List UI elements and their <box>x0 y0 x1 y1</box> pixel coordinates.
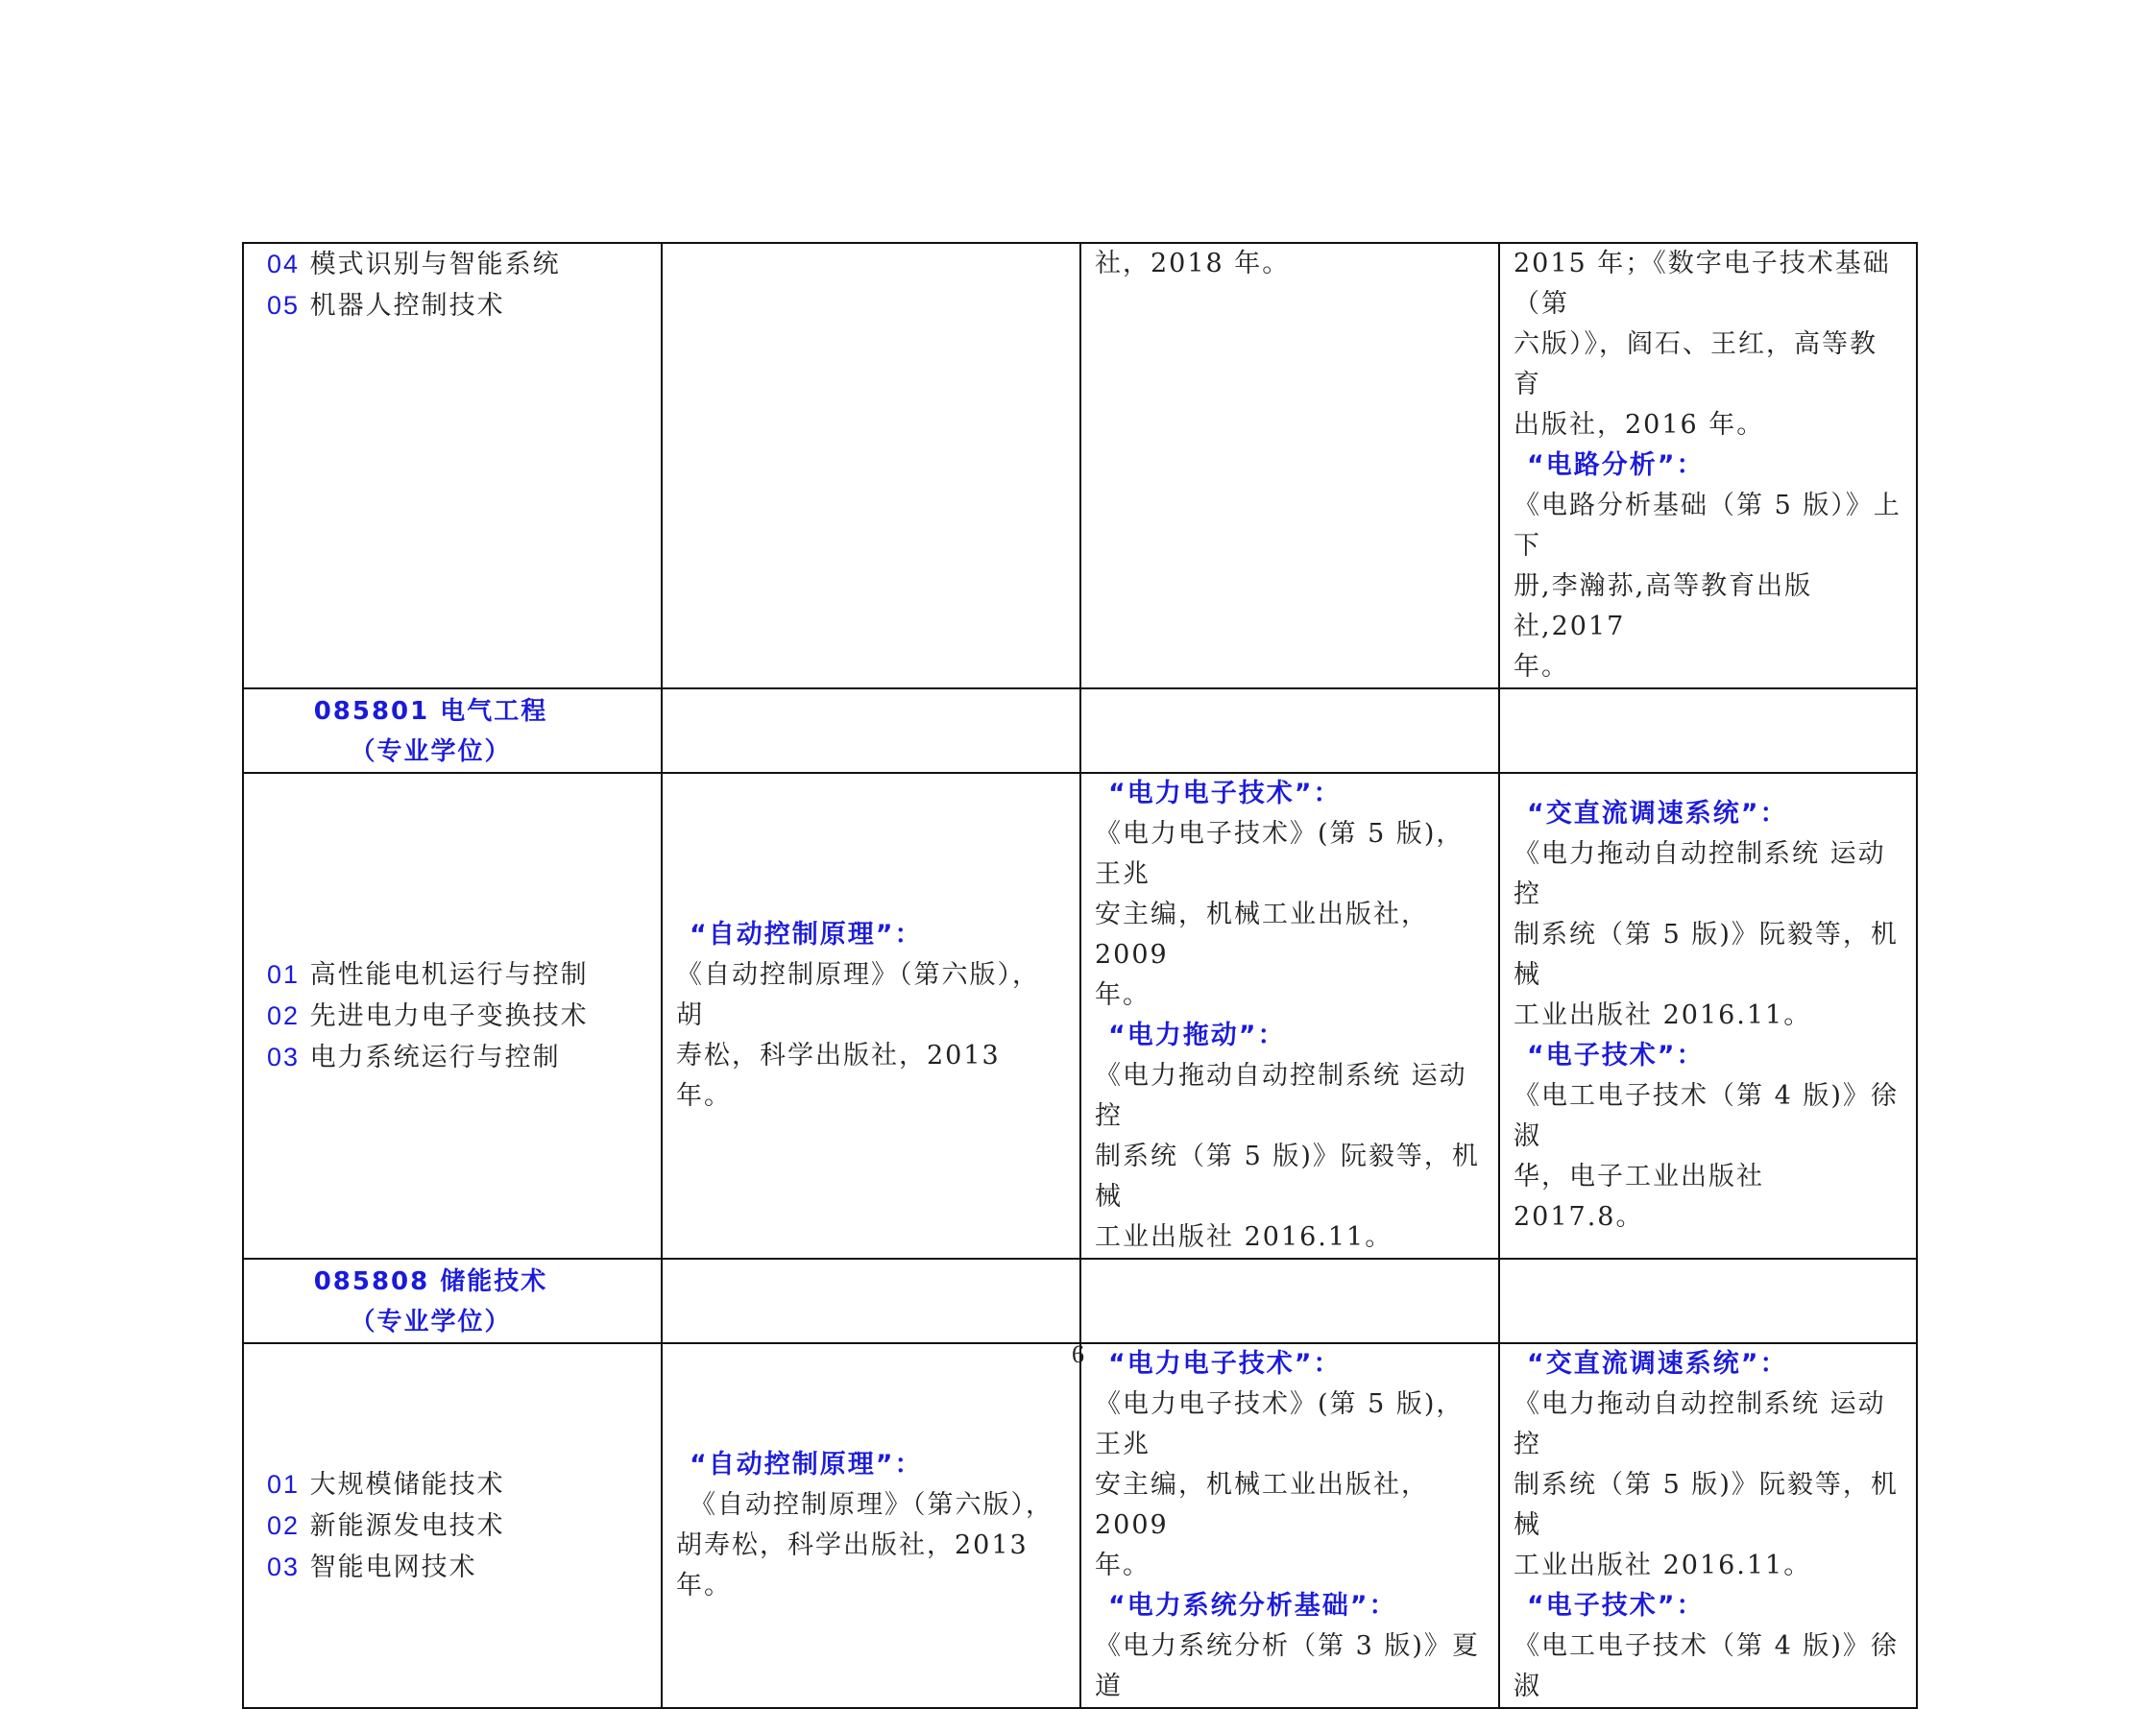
reference-books-cell <box>1080 773 1499 1259</box>
exam-subjects-cell <box>662 1343 1080 1708</box>
book-text: 年。 <box>1095 980 1151 1010</box>
book-text: 2015 年；《数字电子技术基础（第 <box>1514 249 1891 319</box>
table-row <box>243 1343 1917 1708</box>
subject-heading: “交直流调速系统”： <box>1527 799 1788 829</box>
direction-item: 03 智能电网技术 <box>267 1552 477 1582</box>
major-cell <box>243 688 662 773</box>
subject-heading: “电子技术”： <box>1527 1591 1705 1621</box>
book-text: 《电力电子技术》(第 5 版)，王兆 <box>1095 1389 1465 1459</box>
reference-books-cell <box>1499 773 1917 1259</box>
major-code-title: 085801 电气工程 <box>313 697 548 726</box>
book-text: 安主编，机械工业出版社，2009 <box>1095 900 1429 970</box>
book-text: 《电力电子技术》(第 5 版)，王兆 <box>1095 819 1465 889</box>
book-text: 工业出版社 2016.11。 <box>1514 1551 1812 1580</box>
book-text: 寿松，科学出版社，2013 年。 <box>676 1041 1001 1111</box>
reference-books-cell <box>1499 243 1917 688</box>
direction-item: 04 模式识别与智能系统 <box>267 250 561 279</box>
research-directions-cell <box>243 1343 662 1708</box>
direction-item: 02 新能源发电技术 <box>267 1510 505 1541</box>
subject-heading: “电路分析”： <box>1527 450 1705 480</box>
reference-books-cell <box>1080 1343 1499 1708</box>
research-directions-cell <box>243 773 662 1259</box>
book-text: 《电力拖动自动控制系统 运动控 <box>1514 839 1886 909</box>
book-text: 胡寿松，科学出版社，2013 年。 <box>676 1530 1029 1601</box>
book-text: 制系统（第 5 版)》阮毅等，机械 <box>1514 920 1899 990</box>
book-text: 安主编，机械工业出版社，2009 <box>1095 1470 1429 1540</box>
book-text: 工业出版社 2016.11。 <box>1095 1222 1393 1252</box>
book-text: 《电力系统分析（第 3 版)》夏道 <box>1095 1631 1480 1701</box>
book-text: 华，电子工业出版社 2017.8。 <box>1514 1162 1764 1232</box>
subject-heading: “电力电子技术”： <box>1108 779 1342 808</box>
direction-item: 03 电力系统运行与控制 <box>267 1042 561 1072</box>
book-text: 制系统（第 5 版)》阮毅等，机械 <box>1095 1142 1480 1212</box>
table-row <box>243 773 1917 1259</box>
subject-heading: “电子技术”： <box>1527 1041 1705 1071</box>
direction-item: 05 机器人控制技术 <box>267 291 505 321</box>
book-text: 年。 <box>1514 652 1569 682</box>
subject-heading: “电力电子技术”： <box>1108 1349 1342 1379</box>
book-text: 《电力拖动自动控制系统 运动控 <box>1095 1061 1467 1131</box>
subject-heading: “电力系统分析基础”： <box>1108 1591 1397 1621</box>
book-text: 《电力拖动自动控制系统 运动控 <box>1514 1389 1886 1459</box>
degree-type: （专业学位） <box>350 1308 512 1336</box>
book-text: 社，2018 年。 <box>1095 249 1291 278</box>
subject-heading: “自动控制原理”： <box>690 920 923 950</box>
table-row <box>243 243 1917 688</box>
book-text: 出版社，2016 年。 <box>1514 410 1765 440</box>
subject-heading: “交直流调速系统”： <box>1527 1349 1788 1379</box>
degree-type: （专业学位） <box>350 737 512 766</box>
book-text: 工业出版社 2016.11。 <box>1514 1000 1812 1030</box>
major-cell <box>243 1259 662 1343</box>
exam-subjects-cell <box>662 243 1080 688</box>
book-text: 册,李瀚荪,高等教育出版社,2017 <box>1514 571 1813 641</box>
table-row <box>243 688 1917 773</box>
book-text: 《自动控制原理》（第六版），胡 <box>676 960 1040 1030</box>
book-text: 《电工电子技术（第 4 版)》徐淑 <box>1514 1631 1899 1701</box>
exam-subjects-cell <box>662 773 1080 1259</box>
major-code-title: 085808 储能技术 <box>313 1267 548 1296</box>
book-text: 年。 <box>1095 1551 1151 1580</box>
page-number: 6 <box>1072 1340 1084 1368</box>
subject-heading: “自动控制原理”： <box>690 1450 923 1480</box>
direction-item: 01 大规模储能技术 <box>267 1469 505 1500</box>
book-text: 《电路分析基础（第 5 版）》上下 <box>1514 491 1902 561</box>
table-row <box>243 1259 1917 1343</box>
book-text: 《自动控制原理》（第六版）， <box>690 1490 1054 1520</box>
reference-books-cell <box>1080 243 1499 688</box>
book-text: 《电工电子技术（第 4 版)》徐淑 <box>1514 1081 1899 1151</box>
direction-item: 02 先进电力电子变换技术 <box>267 1000 589 1031</box>
research-directions-cell <box>243 243 662 688</box>
book-text: 制系统（第 5 版)》阮毅等，机械 <box>1514 1470 1899 1540</box>
book-text: 六版）》，阎石、王红，高等教育 <box>1514 329 1877 399</box>
reference-books-cell <box>1499 1343 1917 1708</box>
subject-heading: “电力拖动”： <box>1108 1021 1286 1050</box>
direction-item: 01 高性能电机运行与控制 <box>267 959 589 990</box>
catalog-table <box>242 242 1918 1709</box>
